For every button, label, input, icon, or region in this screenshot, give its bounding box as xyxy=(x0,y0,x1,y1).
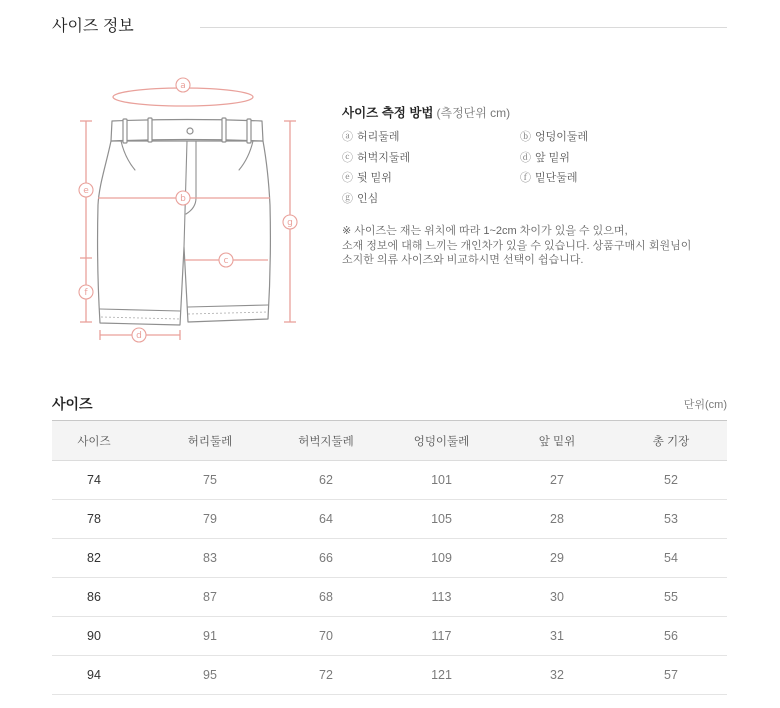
guide-item-marker: ⓑ xyxy=(520,130,531,143)
measure-guide-title: 사이즈 측정 방법 xyxy=(342,106,434,120)
cell-front-rise: 29 xyxy=(550,551,564,565)
cell-hip: 105 xyxy=(431,512,452,526)
cell-hip: 113 xyxy=(431,590,452,604)
cell-thigh: 66 xyxy=(319,551,333,565)
measure-label-c: c xyxy=(223,256,229,267)
cell-front-rise: 27 xyxy=(550,473,564,487)
cell-front-rise: 28 xyxy=(550,512,564,526)
guide-item-marker: ⓖ xyxy=(342,192,353,206)
cell-size: 78 xyxy=(87,512,101,526)
cell-total-length: 54 xyxy=(664,551,678,565)
shorts-illustration xyxy=(98,118,271,325)
belt-loop xyxy=(148,118,152,142)
measure-label-b: b xyxy=(180,194,186,205)
cell-hip: 101 xyxy=(431,473,452,487)
table-row xyxy=(52,539,727,578)
cell-front-rise: 32 xyxy=(550,668,564,682)
guide-item-marker: ⓓ xyxy=(520,150,531,164)
shorts-measurement-diagram xyxy=(0,0,330,360)
table-row xyxy=(52,656,727,695)
table-row xyxy=(52,500,727,539)
cell-total-length: 52 xyxy=(664,473,678,487)
guide-item-c xyxy=(342,148,520,169)
guide-item-label: 허리둘레 xyxy=(357,131,400,143)
measure-guide-heading xyxy=(342,104,762,122)
cell-hip: 109 xyxy=(431,551,452,565)
cell-size: 94 xyxy=(87,668,101,682)
cell-thigh: 68 xyxy=(319,590,333,604)
column-header-front-rise: 앞 밑위 xyxy=(538,435,576,448)
cell-thigh: 62 xyxy=(319,473,333,487)
cell-size: 90 xyxy=(87,629,101,643)
table-row xyxy=(52,461,727,500)
cell-front-rise: 31 xyxy=(550,629,564,643)
guide-item-b xyxy=(520,127,698,148)
size-table-unit: 단위(cm) xyxy=(683,399,727,411)
guide-item-label: 엉덩이둘레 xyxy=(535,131,589,143)
guide-item-label: 뒷 밑위 xyxy=(357,172,392,185)
cell-waist: 75 xyxy=(203,473,217,487)
size-notice-line: ※ 사이즈는 재는 위치에 따라 1~2cm 차이가 있을 수 있으며, xyxy=(342,225,628,237)
guide-item-marker: ⓔ xyxy=(342,171,353,185)
cell-waist: 91 xyxy=(203,629,217,643)
belt-loop xyxy=(123,119,127,143)
cell-total-length: 55 xyxy=(664,590,678,604)
page-title: 사이즈 정보 xyxy=(52,18,134,35)
guide-item-label: 앞 밑위 xyxy=(535,151,570,164)
cell-front-rise: 30 xyxy=(550,590,564,604)
guide-item-label: 인심 xyxy=(357,193,379,206)
measure-guide-unit: (측정단위 cm) xyxy=(436,106,511,120)
cell-thigh: 70 xyxy=(319,629,333,643)
cell-total-length: 53 xyxy=(664,512,678,526)
belt-loop xyxy=(222,118,226,142)
guide-item-marker: ⓒ xyxy=(342,150,353,164)
size-table-header-row xyxy=(52,421,727,461)
guide-item-f xyxy=(520,168,698,189)
cell-thigh: 72 xyxy=(319,668,333,682)
size-table xyxy=(52,420,727,695)
cell-size: 74 xyxy=(87,473,101,487)
measure-label-f: f xyxy=(84,288,88,299)
guide-item-marker: ⓐ xyxy=(342,130,353,143)
size-notice-line: 소재 정보에 대해 느끼는 개인차가 있을 수 있습니다. 상품구매시 회원님이 xyxy=(342,239,692,252)
guide-item-label: 허벅지둘레 xyxy=(357,151,411,164)
table-row xyxy=(52,578,727,617)
guide-item-label: 밑단둘레 xyxy=(535,172,578,185)
cell-total-length: 57 xyxy=(664,668,678,682)
cell-waist: 83 xyxy=(203,551,217,565)
size-notice xyxy=(342,224,762,268)
column-header-waist: 허리둘레 xyxy=(187,435,233,448)
column-header-total-length: 총 기장 xyxy=(652,435,690,448)
column-header-hip: 엉덩이둘레 xyxy=(413,435,470,448)
measure-label-e: e xyxy=(83,186,89,197)
guide-item-marker: ⓕ xyxy=(520,171,531,185)
guide-item-a xyxy=(342,127,520,148)
size-table-title: 사이즈 xyxy=(52,396,93,412)
waist-button xyxy=(187,128,193,134)
guide-item-d xyxy=(520,148,698,169)
cell-size: 86 xyxy=(87,590,101,604)
guide-item-e xyxy=(342,168,520,189)
cell-size: 82 xyxy=(87,551,101,565)
cell-thigh: 64 xyxy=(319,512,333,526)
column-header-size: 사이즈 xyxy=(77,435,111,448)
cell-waist: 79 xyxy=(203,512,217,526)
cell-waist: 87 xyxy=(203,590,217,604)
cell-total-length: 56 xyxy=(664,629,678,643)
size-notice-line: 소지한 의류 사이즈와 비교하시면 선택이 쉽습니다. xyxy=(342,254,584,266)
measure-guide-list xyxy=(342,127,742,210)
measure-label-g: g xyxy=(287,218,293,229)
table-row xyxy=(52,617,727,656)
column-header-thigh: 허벅지둘레 xyxy=(298,435,354,448)
cell-hip: 117 xyxy=(431,629,452,643)
measure-label-a: a xyxy=(180,81,186,92)
guide-item-g xyxy=(342,189,520,210)
measure-label-d: d xyxy=(136,331,142,342)
belt-loop xyxy=(247,119,251,143)
cell-waist: 95 xyxy=(203,668,217,682)
cell-hip: 121 xyxy=(431,668,452,682)
